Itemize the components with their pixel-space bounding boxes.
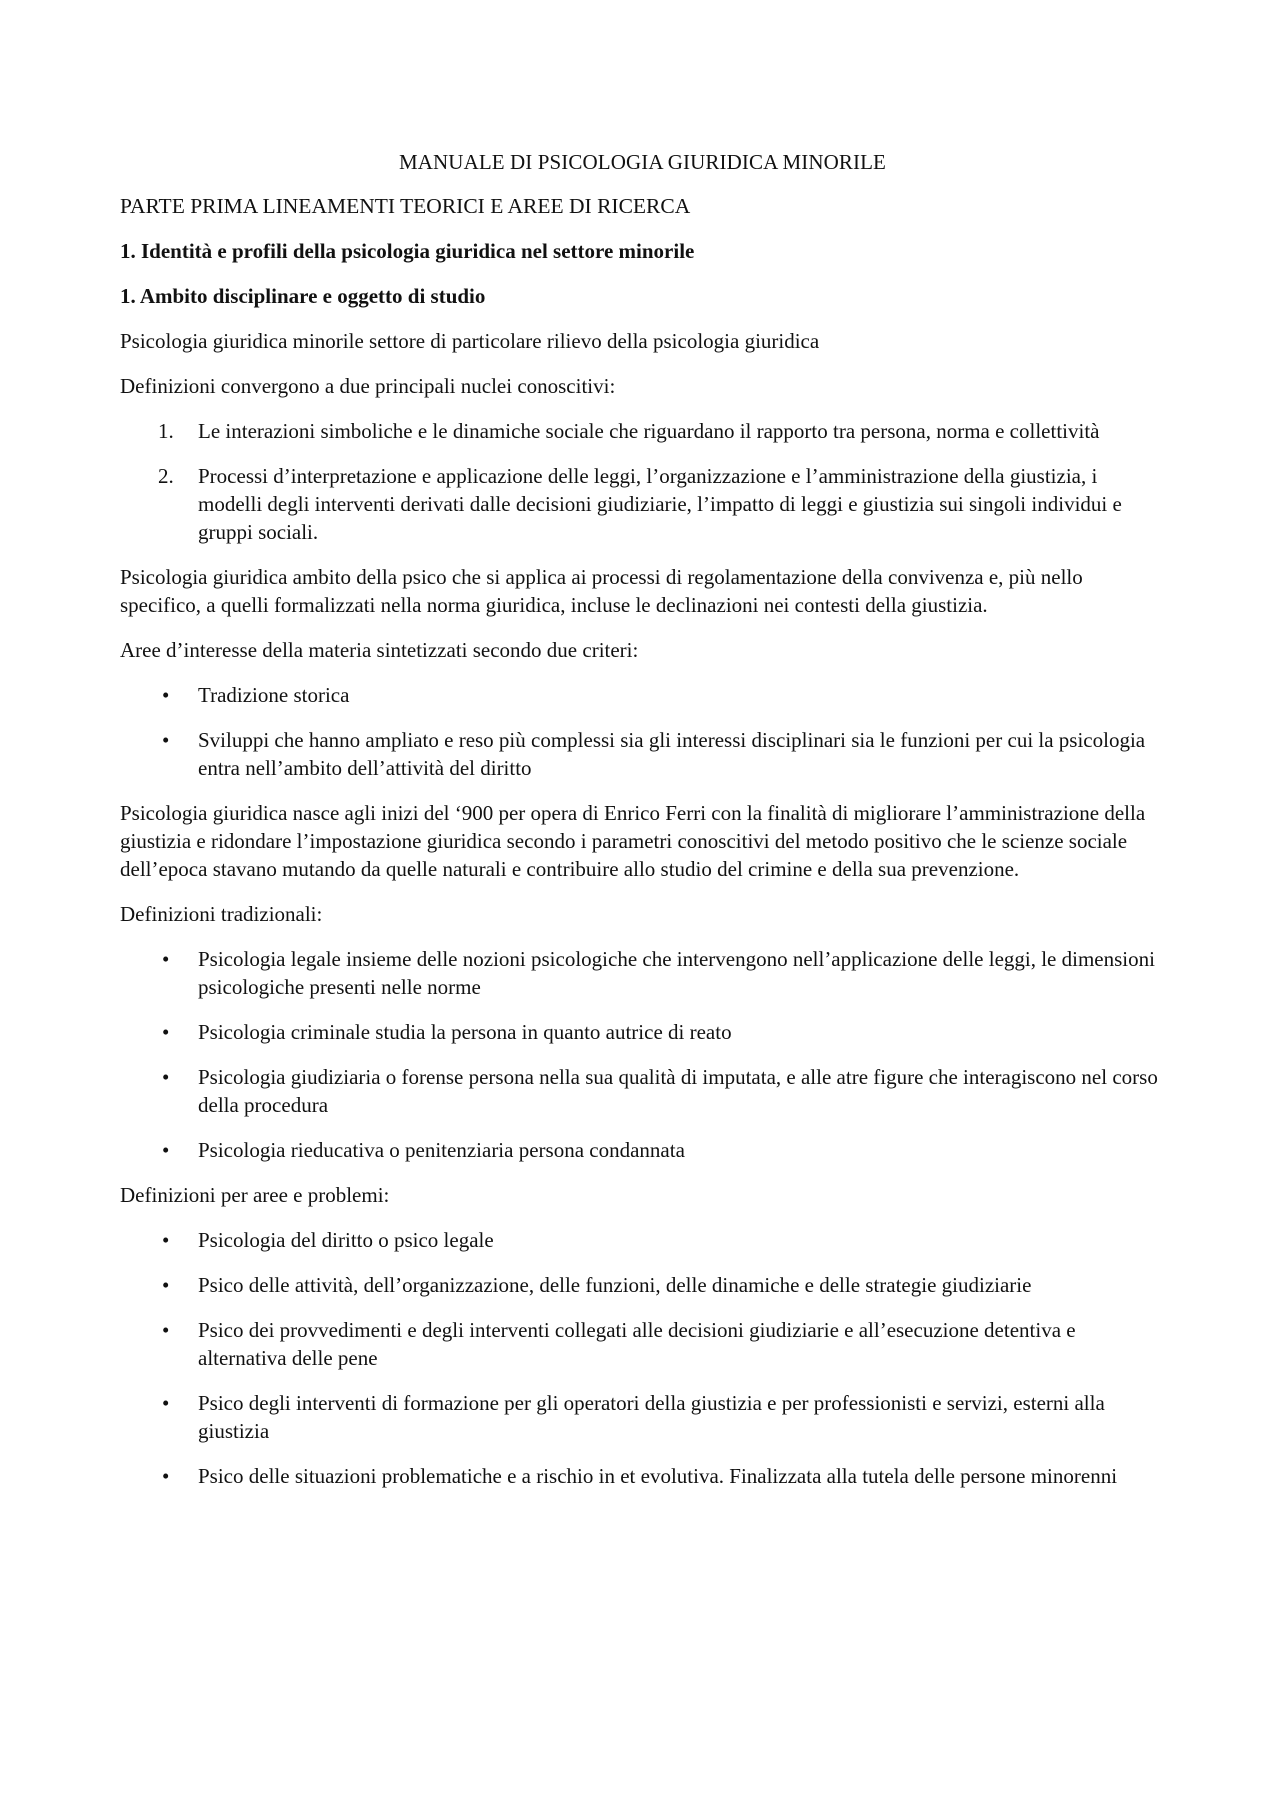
list-item bbox=[120, 1389, 1165, 1445]
list-item-text: Le interazioni simboliche e le dinamiche sociale che riguardano il rapporto tra persona, norma e collettività bbox=[198, 419, 1100, 443]
bullet-icon: • bbox=[162, 1318, 170, 1342]
list-item-text: Psico dei provvedimenti e degli interventi collegati alle decisioni giudiziarie e all’esecuzione detentiva e alternativa delle pene bbox=[198, 1318, 1076, 1370]
list-item bbox=[120, 462, 1165, 546]
list-item bbox=[120, 1462, 1165, 1490]
criteria-list bbox=[120, 681, 1165, 782]
list-item bbox=[120, 1316, 1165, 1372]
list-item-text: Psicologia giudiziaria o forense persona nella sua qualità di imputata, e alle atre figure che interagiscono nel corso della procedura bbox=[198, 1065, 1158, 1117]
list-item-text: Psicologia legale insieme delle nozioni psicologiche che intervengono nell’applicazione delle leggi, le dimensioni psicologiche presenti nelle norme bbox=[198, 947, 1155, 999]
list-item-text: Processi d’interpretazione e applicazione delle leggi, l’organizzazione e l’amministrazione della giustizia, i modelli degli interventi derivati dalle decisioni giudiziarie, l’impatto di leggi e giustizia sui singoli individui e gruppi sociali. bbox=[198, 464, 1122, 544]
list-item bbox=[120, 1226, 1165, 1254]
bullet-icon: • bbox=[162, 1228, 170, 1252]
list-item-text: Tradizione storica bbox=[198, 683, 350, 707]
list-item bbox=[120, 417, 1165, 445]
section-heading: 1. Ambito disciplinare e oggetto di studio bbox=[120, 284, 486, 308]
bullet-icon: • bbox=[162, 1020, 170, 1044]
bullet-icon: • bbox=[162, 1065, 170, 1089]
list-item-text: Psicologia rieducativa o penitenziaria persona condannata bbox=[198, 1138, 685, 1162]
list-item-text: Psicologia del diritto o psico legale bbox=[198, 1228, 494, 1252]
list-item bbox=[120, 681, 1165, 709]
list-item bbox=[120, 1018, 1165, 1046]
bullet-icon: • bbox=[162, 947, 170, 971]
problems-list bbox=[120, 1226, 1165, 1490]
paragraph-history: Psicologia giuridica nasce agli inizi del ‘900 per opera di Enrico Ferri con la finalità di migliorare l’amministrazione della giustizia e ridondare l’impostazione giuridica secondo i parametri conoscitivi del metodo positivo che le scienze sociale dell’epoca stavano mutando da quelle naturali e contribuire allo studio del crimine e della sua prevenzione. bbox=[120, 801, 1146, 881]
list-item-text: Psico delle attività, dell’organizzazione, delle funzioni, delle dinamiche e delle strategie giudiziarie bbox=[198, 1273, 1032, 1297]
list-item bbox=[120, 1271, 1165, 1299]
paragraph-problems: Definizioni per aree e problemi: bbox=[120, 1183, 390, 1207]
chapter-heading: 1. Identità e profili della psicologia giuridica nel settore minorile bbox=[120, 239, 695, 263]
list-item-text: Psicologia criminale studia la persona in quanto autrice di reato bbox=[198, 1020, 732, 1044]
list-item bbox=[120, 726, 1165, 782]
bullet-icon: • bbox=[162, 1138, 170, 1162]
paragraph-definitions: Definizioni convergono a due principali nuclei conoscitivi: bbox=[120, 374, 616, 398]
document-title: MANUALE DI PSICOLOGIA GIURIDICA MINORILE bbox=[399, 150, 886, 174]
paragraph-intro: Psicologia giuridica minorile settore di particolare rilievo della psicologia giuridica bbox=[120, 329, 820, 353]
numbered-list bbox=[120, 417, 1165, 546]
list-item-text: Psico delle situazioni problematiche e a rischio in et evolutiva. Finalizzata alla tutela delle persone minorenni bbox=[198, 1464, 1118, 1488]
list-item-text: Psico degli interventi di formazione per gli operatori della giustizia e per professionisti e servizi, esterni alla giustizia bbox=[198, 1391, 1105, 1443]
list-item bbox=[120, 1136, 1165, 1164]
list-item bbox=[120, 1063, 1165, 1119]
list-item-text: Sviluppi che hanno ampliato e reso più complessi sia gli interessi disciplinari sia le funzioni per cui la psicologia entra nell’ambito dell’attività del diritto bbox=[198, 728, 1146, 780]
bullet-icon: • bbox=[162, 1273, 170, 1297]
paragraph-scope: Psicologia giuridica ambito della psico che si applica ai processi di regolamentazione della convivenza e, più nello specifico, a quelli formalizzati nella norma giuridica, incluse le declinazioni nei contesti della giustizia. bbox=[120, 565, 1083, 617]
bullet-icon: • bbox=[162, 683, 170, 707]
bullet-icon: • bbox=[162, 1464, 170, 1488]
bullet-icon: • bbox=[162, 1391, 170, 1415]
part-heading: PARTE PRIMA LINEAMENTI TEORICI E AREE DI RICERCA bbox=[120, 194, 691, 218]
bullet-icon: • bbox=[162, 728, 170, 752]
list-number: 2. bbox=[158, 464, 174, 488]
traditional-list bbox=[120, 945, 1165, 1164]
list-item bbox=[120, 945, 1165, 1001]
document-body bbox=[120, 148, 1165, 1507]
list-number: 1. bbox=[158, 419, 174, 443]
paragraph-traditional: Definizioni tradizionali: bbox=[120, 902, 323, 926]
paragraph-areas: Aree d’interesse della materia sintetizzati secondo due criteri: bbox=[120, 638, 639, 662]
